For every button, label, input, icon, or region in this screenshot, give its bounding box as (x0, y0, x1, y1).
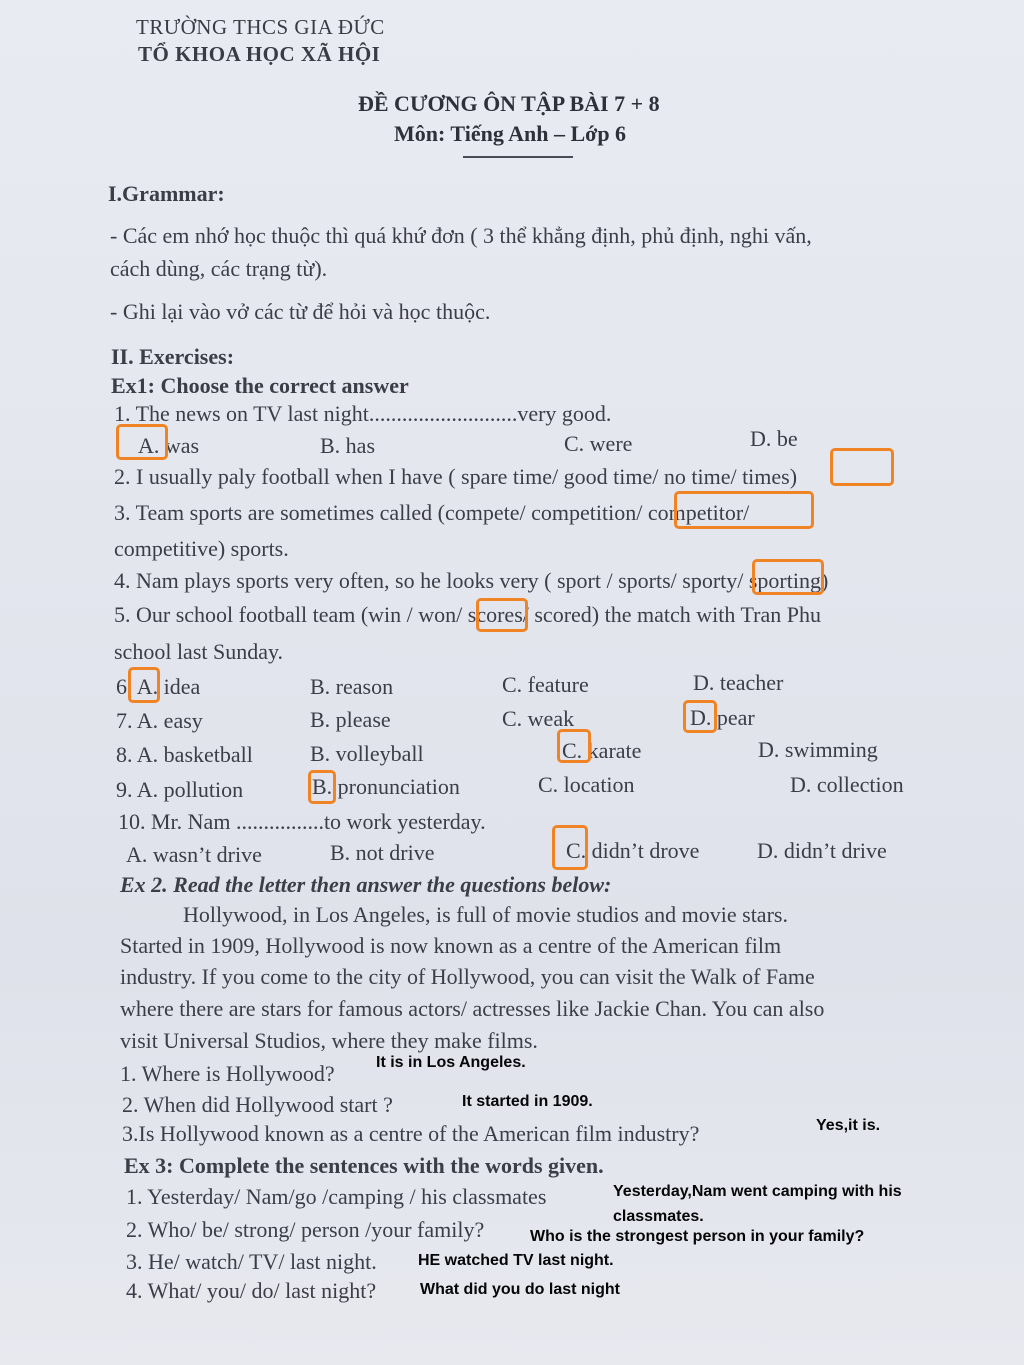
q1-option-a: A. was (138, 433, 200, 458)
ex3-answer-2: Who is the strongest person in your family? (530, 1228, 865, 1245)
q8-option-c: C. karate (562, 738, 642, 763)
ex2-paragraph-line-4: where there are stars for famous actors/ actresses like Jackie Chan. You can also (120, 996, 825, 1021)
highlight-box-q9 (308, 770, 336, 804)
q5-text-cont: school last Sunday. (114, 639, 284, 664)
grammar-line-1: - Các em nhớ học thuộc thì quá khứ đơn ( 3 thể khẳng định, phủ định, nghi vấn, (110, 223, 812, 248)
q6-option-d: D. teacher (693, 670, 784, 695)
q3-text: 3. Team sports are sometimes called (compete/ competition/ competitor/ (114, 500, 750, 525)
ex2-paragraph-line-5: visit Universal Studios, where they make films. (120, 1028, 538, 1053)
ex2-answer-2: It started in 1909. (462, 1093, 593, 1110)
ex2-paragraph-line-1: Hollywood, in Los Angeles, is full of movie studios and movie stars. (183, 902, 788, 927)
highlight-box-q8 (557, 729, 591, 763)
q10-option-d: D. didn’t drive (757, 838, 887, 863)
q9-option-c: C. location (538, 772, 635, 797)
q9-option-d: D. collection (790, 772, 904, 797)
ex2-question-1: 1. Where is Hollywood? (120, 1061, 335, 1086)
q7-option-d: D. pear (690, 705, 755, 730)
q1-option-b: B. has (320, 433, 375, 458)
school-name: TRƯỜNG THCS GIA ĐỨC (136, 15, 385, 39)
ex2-question-3: 3.Is Hollywood known as a centre of the American film industry? (122, 1121, 700, 1146)
q1-option-c: C. were (564, 431, 633, 456)
q10-option-c: C. didn’t drove (566, 838, 700, 863)
grammar-line-2: - Ghi lại vào vở các từ để hỏi và học thuộc. (110, 299, 491, 324)
q10-text: 10. Mr. Nam ................to work yesterday. (118, 809, 486, 834)
highlight-box-q2 (830, 448, 894, 486)
highlight-box-q5 (476, 598, 528, 632)
highlight-box-q7 (683, 700, 717, 733)
ex3-answer-1: Yesterday,Nam went camping with his (613, 1183, 902, 1200)
highlight-box-q10 (552, 825, 588, 870)
q10-option-a: A. wasn’t drive (126, 842, 262, 867)
q1-text: 1. The news on TV last night...........................very good. (114, 401, 612, 426)
ex2-question-2: 2. When did Hollywood start ? (122, 1092, 393, 1117)
q7-option-a: 7. A. easy (116, 708, 203, 733)
ex2-answer-3: Yes,it is. (816, 1117, 881, 1134)
q6-option-b: B. reason (310, 674, 394, 699)
q8-option-b: B. volleyball (310, 741, 424, 766)
q7-option-b: B. please (310, 707, 391, 732)
q4-text: 4. Nam plays sports very often, so he looks very ( sport / sports/ sporty/ sporting) (114, 568, 829, 593)
ex2-answer-1: It is in Los Angeles. (376, 1054, 526, 1071)
q6-option-a: 6. A. idea (116, 674, 201, 699)
department-name: TỔ KHOA HỌC XÃ HỘI (138, 42, 381, 66)
ex1-heading: Ex1: Choose the correct answer (111, 373, 409, 398)
ex2-heading: Ex 2. Read the letter then answer the questions below: (120, 872, 612, 897)
q1-option-d: D. be (750, 426, 798, 451)
ex3-answer-3: HE watched TV last night. (418, 1252, 614, 1269)
q9-option-a: 9. A. pollution (116, 777, 244, 802)
q9-option-b: B. pronunciation (312, 774, 460, 799)
q8-option-d: D. swimming (758, 737, 878, 762)
grammar-line-1b: cách dùng, các trạng từ). (110, 256, 328, 281)
q5-text: 5. Our school football team (win / won/ scores/ scored) the match with Tran Phu (114, 602, 821, 627)
ex3-question-3: 3. He/ watch/ TV/ last night. (126, 1249, 377, 1274)
highlight-box-q6 (128, 667, 160, 703)
q3-text-cont: competitive) sports. (114, 536, 289, 561)
q2-text: 2. I usually paly football when I have ( spare time/ good time/ no time/ times) (114, 464, 798, 489)
ex3-answer-4: What did you do last night (420, 1281, 620, 1298)
highlight-box-q3 (674, 491, 814, 529)
exercises-heading: II. Exercises: (111, 344, 235, 369)
highlight-box-q1 (116, 424, 168, 460)
ex3-answer-1-cont: classmates. (613, 1208, 704, 1225)
ex3-question-1: 1. Yesterday/ Nam/go /camping / his classmates (126, 1184, 547, 1209)
ex2-paragraph-line-2: Started in 1909, Hollywood is now known as a centre of the American film (120, 933, 782, 958)
ex3-heading: Ex 3: Complete the sentences with the words given. (124, 1153, 604, 1178)
ex3-question-4: 4. What/ you/ do/ last night? (126, 1278, 377, 1303)
highlight-box-q4 (752, 559, 824, 595)
q6-option-c: C. feature (502, 672, 589, 697)
document-title: ĐỀ CƯƠNG ÔN TẬP BÀI 7 + 8 (358, 91, 660, 116)
grammar-heading: I.Grammar: (108, 181, 225, 206)
document-subject: Môn: Tiếng Anh – Lớp 6 (394, 121, 627, 146)
title-underline (463, 156, 573, 158)
q10-option-b: B. not drive (330, 840, 435, 865)
q8-option-a: 8. A. basketball (116, 742, 253, 767)
q7-option-c: C. weak (502, 706, 575, 731)
ex3-question-2: 2. Who/ be/ strong/ person /your family? (126, 1217, 485, 1242)
ex2-paragraph-line-3: industry. If you come to the city of Hollywood, you can visit the Walk of Fame (120, 964, 815, 989)
